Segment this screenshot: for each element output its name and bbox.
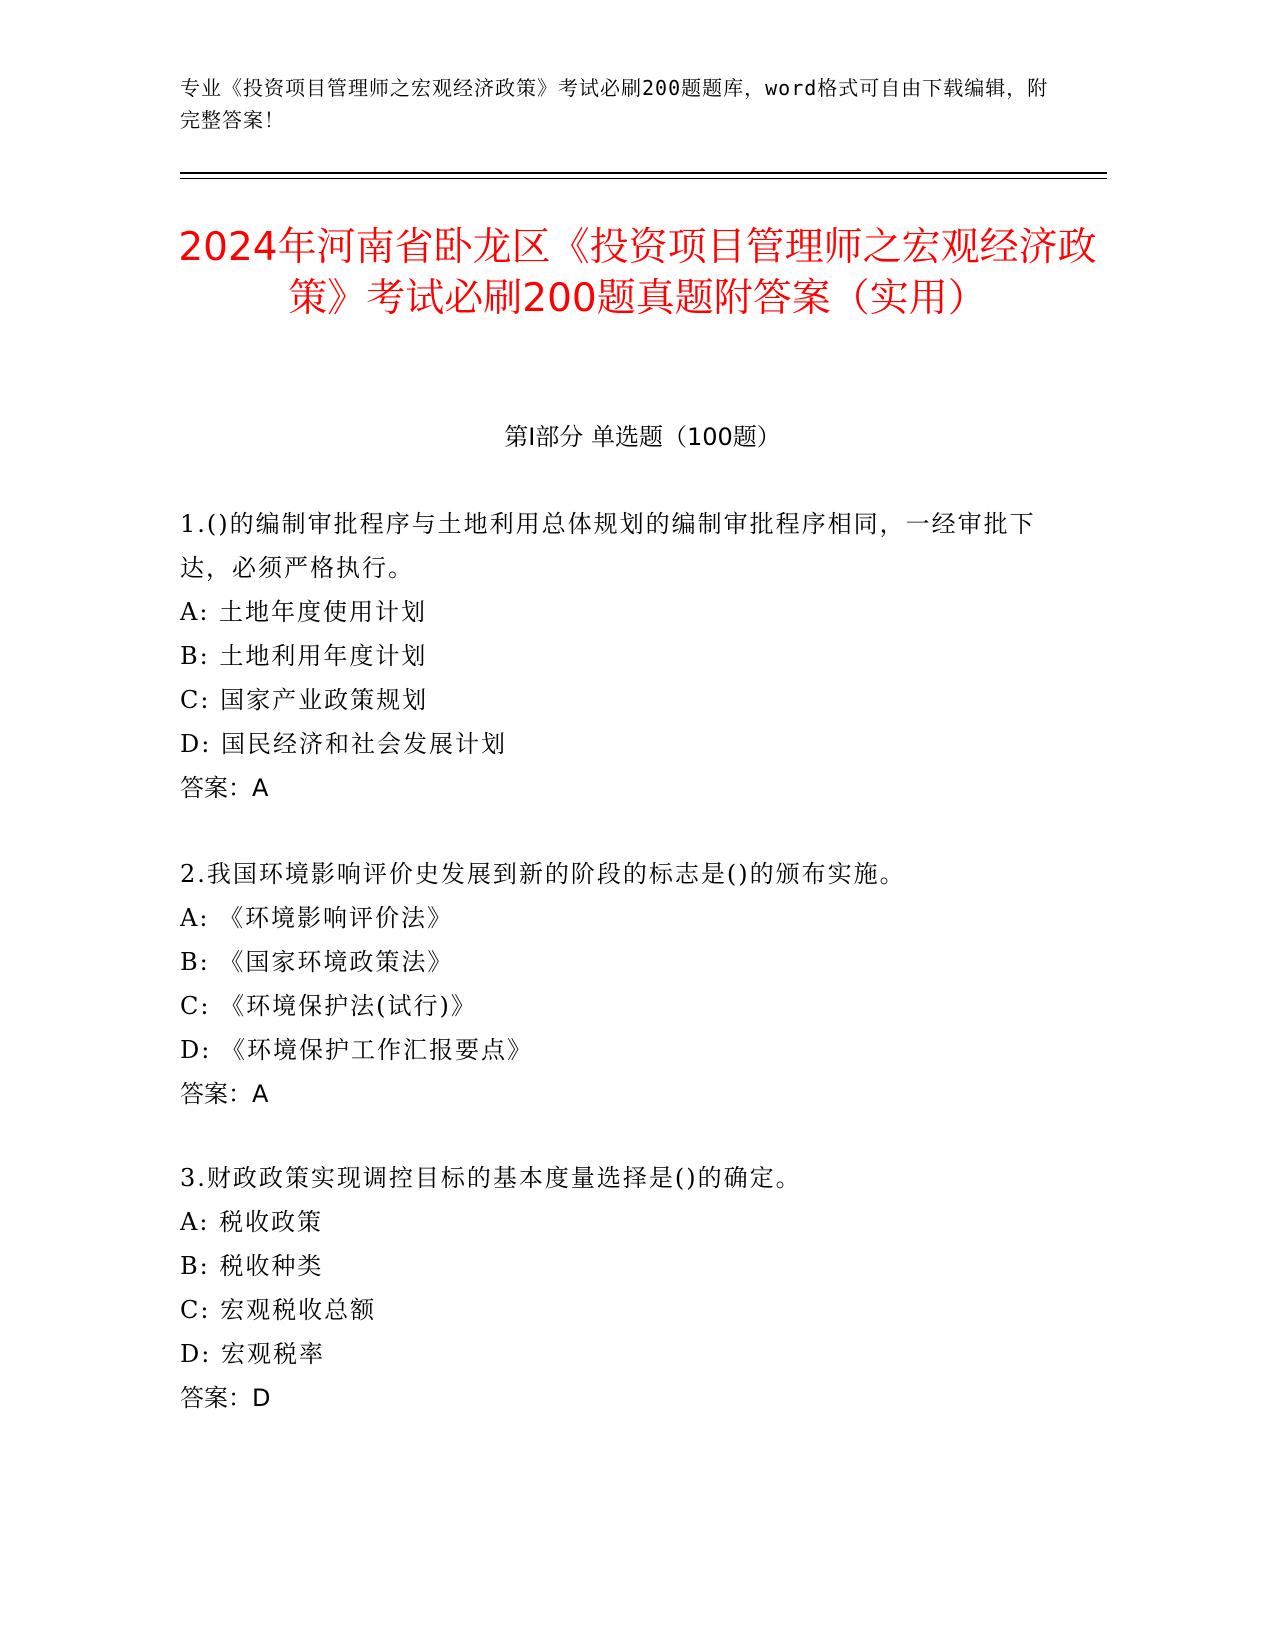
option-a: A: 《环境影响评价法》 xyxy=(180,904,454,932)
option-d: D: 《环境保护工作汇报要点》 xyxy=(180,1036,533,1064)
option-c: C: 国家产业政策规划 xyxy=(180,686,429,714)
question-1 xyxy=(180,502,1060,810)
header-divider-thin xyxy=(180,178,1107,179)
option-a: A: 税收政策 xyxy=(180,1208,324,1236)
document-title: 2024年河南省卧龙区《投资项目管理师之宏观经济政策》考试必刷200题真题附答案（实用） xyxy=(178,225,1097,321)
question-stem: 3.财政政策实现调控目标的基本度量选择是()的确定。 xyxy=(180,1164,802,1192)
question-stem: 1.()的编制审批程序与土地利用总体规划的编制审批程序相同，一经审批下达，必须严格执行。 xyxy=(180,510,1036,582)
option-d: D: 国民经济和社会发展计划 xyxy=(180,730,507,758)
header-divider-thick xyxy=(180,172,1107,174)
option-b: B: 《国家环境政策法》 xyxy=(180,948,454,976)
option-b: B: 土地利用年度计划 xyxy=(180,642,428,670)
option-a: A: 土地年度使用计划 xyxy=(180,598,428,626)
option-c: C: 宏观税收总额 xyxy=(180,1296,377,1324)
option-b: B: 税收种类 xyxy=(180,1252,324,1280)
answer: 答案：A xyxy=(180,1080,269,1108)
answer: 答案：D xyxy=(180,1384,271,1412)
option-c: C: 《环境保护法(试行)》 xyxy=(180,992,477,1020)
question-3 xyxy=(180,1156,1060,1420)
section-title: 第Ⅰ部分 单选题（100题） xyxy=(504,423,781,451)
answer: 答案：A xyxy=(180,774,269,802)
option-d: D: 宏观税率 xyxy=(180,1340,325,1368)
question-stem: 2.我国环境影响评价史发展到新的阶段的标志是()的颁布实施。 xyxy=(180,860,906,888)
question-2 xyxy=(180,852,1060,1116)
header-note: 专业《投资项目管理师之宏观经济政策》考试必刷200题题库，word格式可自由下载编辑，附完整答案！ xyxy=(180,76,1049,132)
